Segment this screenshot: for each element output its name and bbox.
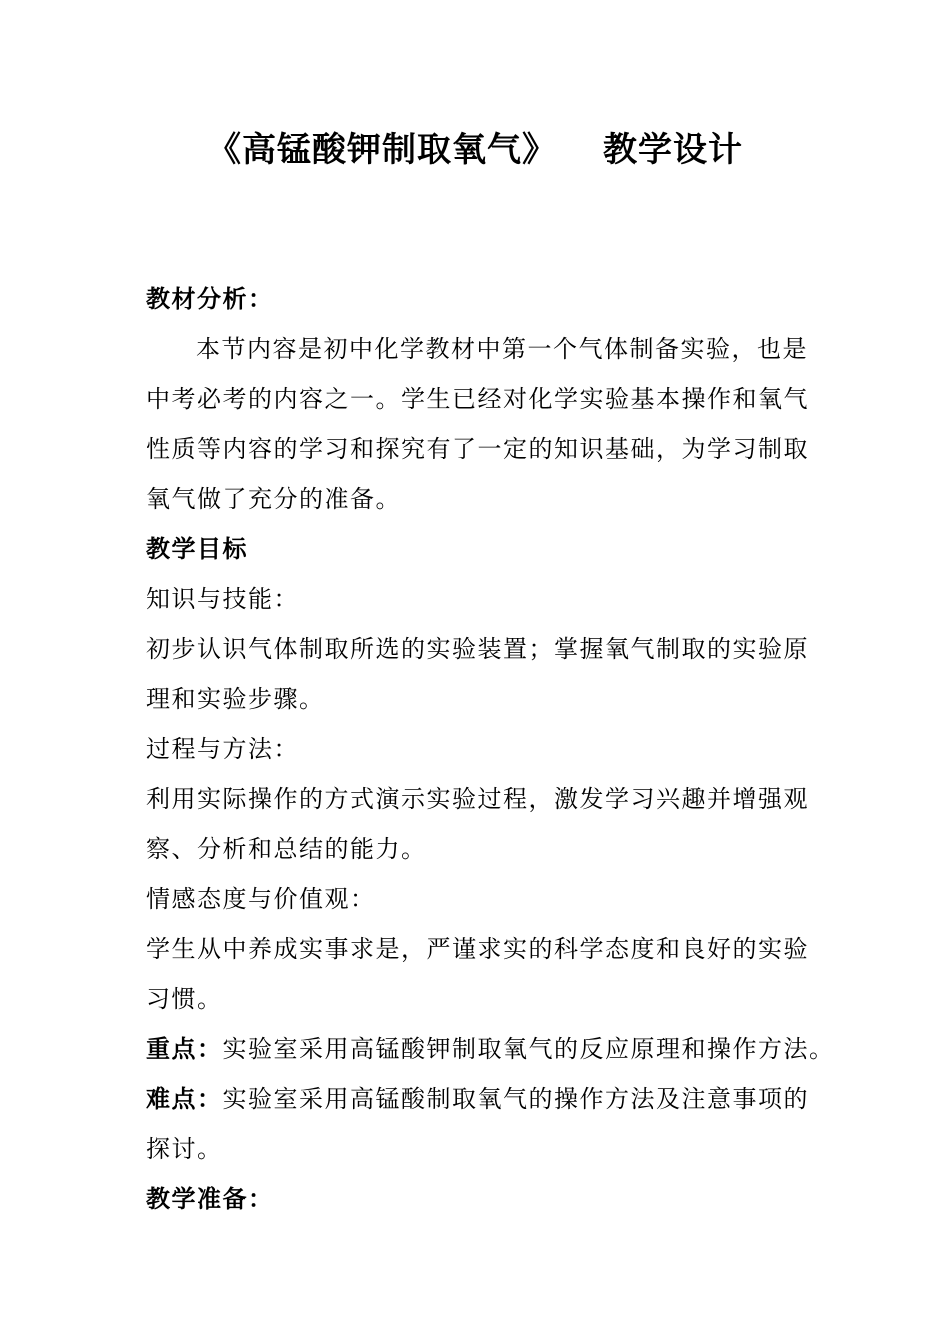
paragraph-line: 习惯。 (146, 985, 223, 1013)
subheading-emotion: 情感态度与价值观： (146, 885, 376, 913)
document-body (146, 274, 836, 1224)
difficulty-label: 难点： (146, 1085, 223, 1113)
section-heading-analysis: 教材分析： (146, 285, 274, 313)
title-main: 《高锰酸钾制取氧气》 (207, 130, 557, 170)
title-suffix: 教学设计 (603, 130, 743, 170)
key-point-line (146, 1024, 836, 1074)
difficulty-line (146, 1074, 836, 1124)
section-heading-goals: 教学目标 (146, 535, 248, 563)
paragraph-line: 初步认识气体制取所选的实验装置；掌握氧气制取的实验原 (146, 635, 809, 663)
paragraph-line: 性质等内容的学习和探究有了一定的知识基础，为学习制取 (146, 435, 809, 463)
section-heading-preparation: 教学准备： (146, 1185, 274, 1213)
paragraph-line: 本节内容是初中化学教材中第一个气体制备实验，也是 (196, 335, 808, 363)
paragraph-line: 探讨。 (146, 1135, 223, 1163)
key-point-text: 实验室采用高锰酸钾制取氧气的反应原理和操作方法。 (222, 1035, 835, 1063)
paragraph-line: 学生从中养成实事求是，严谨求实的科学态度和良好的实验 (146, 935, 809, 963)
paragraph-line: 中考必考的内容之一。学生已经对化学实验基本操作和氧气 (146, 385, 809, 413)
paragraph-line: 氧气做了充分的准备。 (146, 485, 401, 513)
paragraph-line: 理和实验步骤。 (146, 685, 325, 713)
paragraph-line: 察、分析和总结的能力。 (146, 835, 427, 863)
subheading-knowledge: 知识与技能： (146, 585, 299, 613)
document-title (0, 126, 950, 174)
key-point-label: 重点： (146, 1035, 223, 1063)
difficulty-text: 实验室采用高锰酸制取氧气的操作方法及注意事项的 (222, 1085, 809, 1113)
subheading-process: 过程与方法： (146, 735, 299, 763)
paragraph-line: 利用实际操作的方式演示实验过程，激发学习兴趣并增强观 (146, 785, 809, 813)
